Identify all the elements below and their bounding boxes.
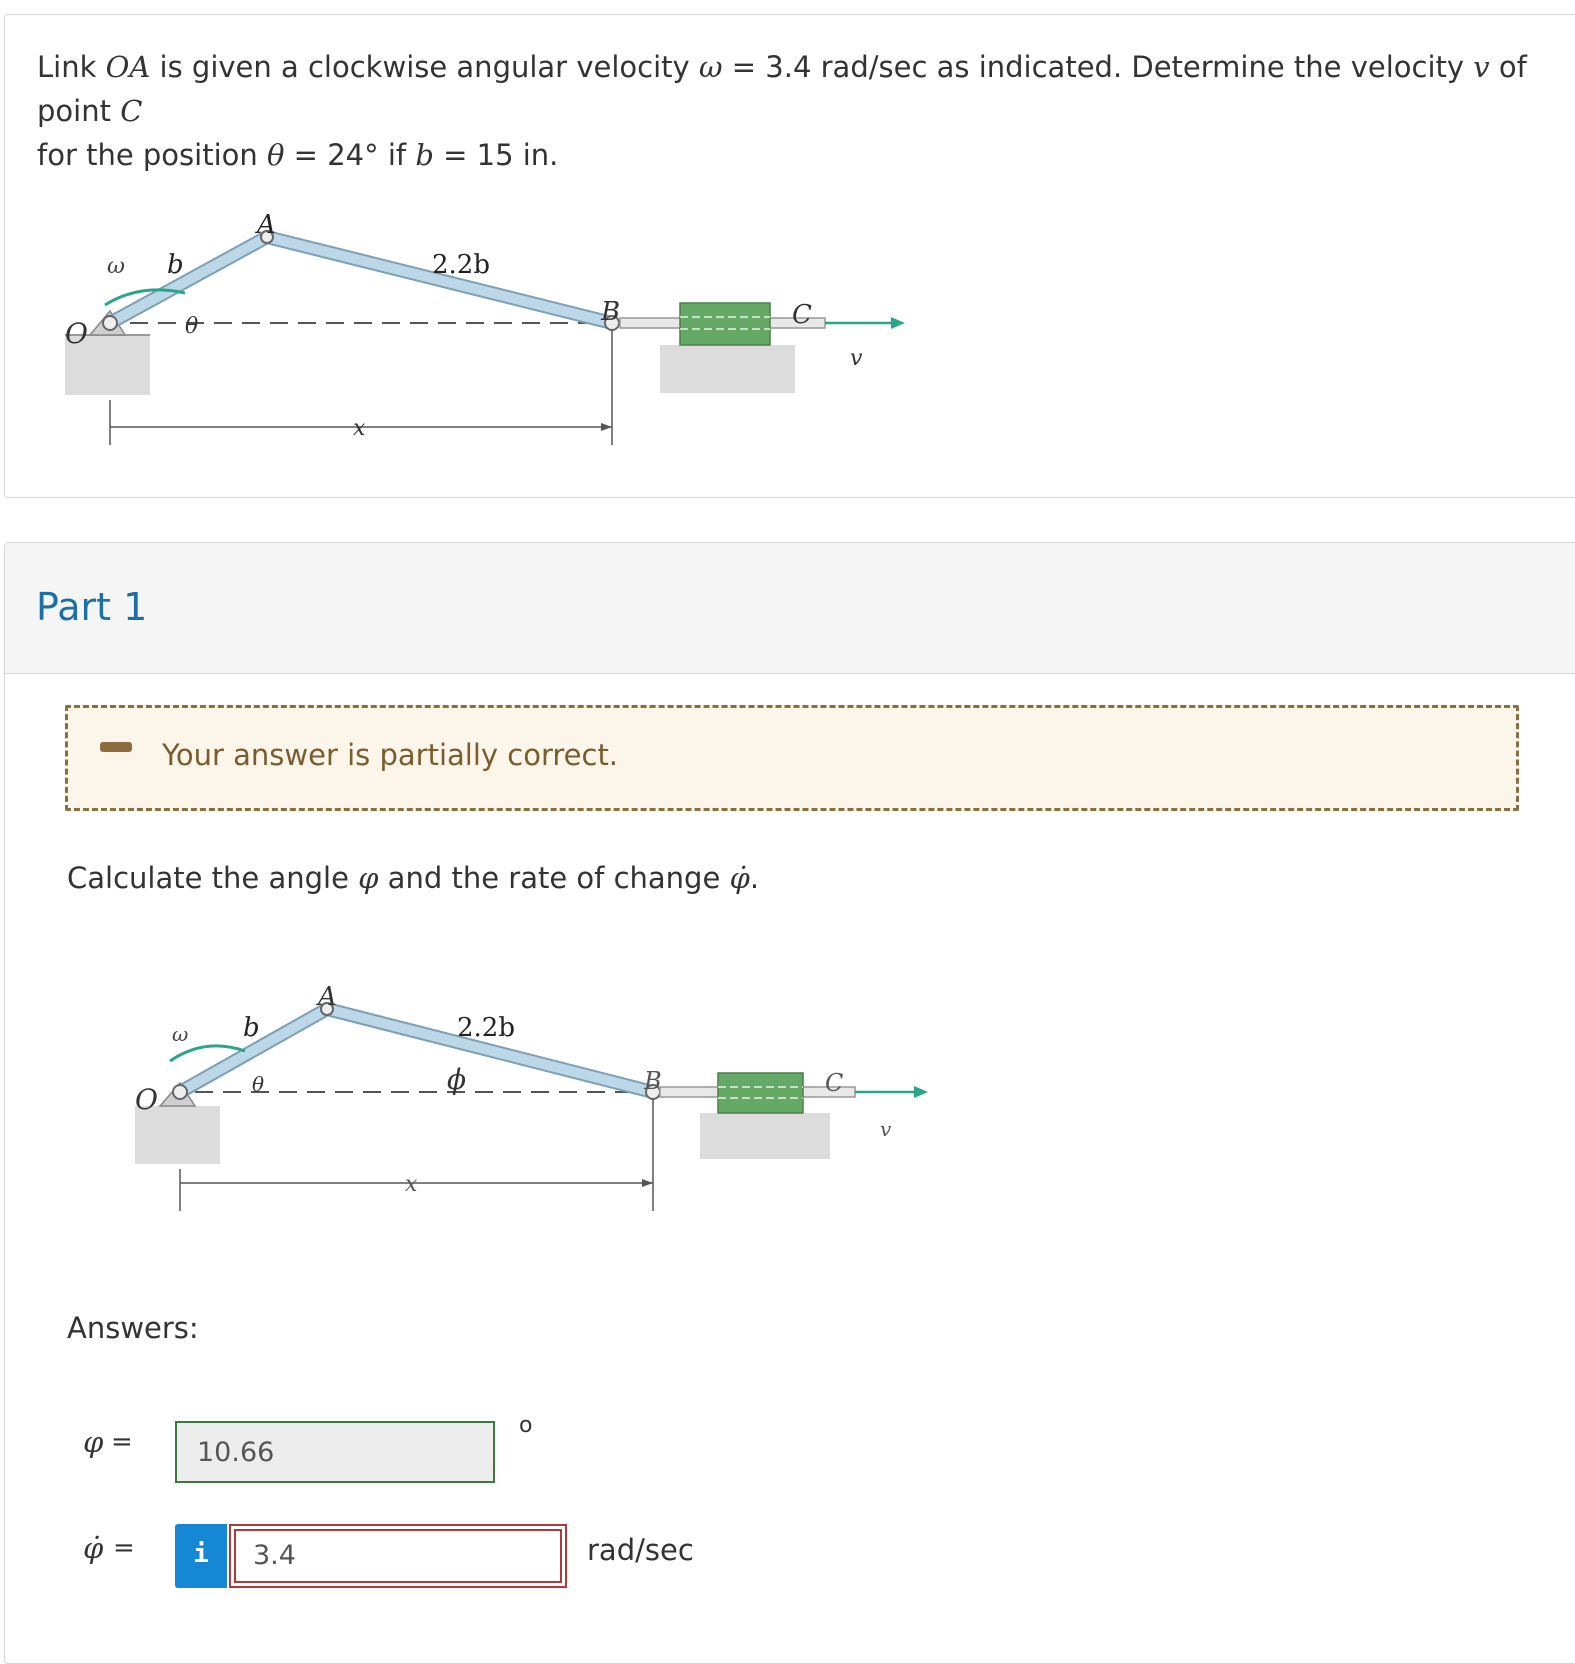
joint-o <box>103 316 117 330</box>
label-v: v <box>850 346 863 371</box>
answers-label: Answers: <box>67 1311 199 1345</box>
label-2-2b: 2.2b <box>432 250 490 280</box>
label-o: O <box>65 317 88 350</box>
label-o-2: O <box>135 1083 158 1116</box>
label-theta: θ <box>185 314 199 339</box>
partial-icon <box>100 742 132 752</box>
label-x: x <box>353 416 366 441</box>
phidot-answer-input[interactable] <box>229 1524 567 1588</box>
label-b-2: b <box>243 1013 260 1043</box>
label-v-2: v <box>880 1117 892 1141</box>
ground-right-2 <box>700 1113 830 1159</box>
feedback-text: Your answer is partially correct. <box>162 738 619 772</box>
part-header <box>5 543 1575 674</box>
label-b-point-2: B <box>644 1067 662 1095</box>
label-a-2: A <box>318 982 337 1012</box>
label-omega: ω <box>107 254 125 279</box>
label-b-point: B <box>601 297 621 327</box>
phidot-equals: = <box>113 1533 135 1563</box>
subquestion-text: Calculate the angle φ and the rate of change φ̇. <box>67 861 760 895</box>
label-phi: ϕ <box>447 1063 467 1096</box>
label-theta-2: θ <box>252 1072 265 1096</box>
label-2-2b-2: 2.2b <box>457 1013 515 1043</box>
info-button[interactable]: i <box>175 1524 227 1588</box>
phidot-symbol: φ̇ <box>83 1531 104 1565</box>
label-a: A <box>257 210 276 240</box>
label-x-2: x <box>405 1172 418 1197</box>
part-card <box>4 542 1575 1664</box>
phi-symbol: φ <box>83 1425 104 1459</box>
degree-unit: o <box>519 1413 533 1438</box>
label-c-2: C <box>825 1069 844 1097</box>
label-omega-2: ω <box>172 1022 189 1046</box>
phi-answer-input[interactable] <box>175 1421 495 1483</box>
link-oa <box>110 237 267 323</box>
ground-right <box>660 345 795 393</box>
linkage-figure-phi <box>100 951 1000 1241</box>
feedback-box <box>65 705 1519 811</box>
label-b: b <box>167 250 184 280</box>
question-text: Link OA is given a clockwise angular velocity ω = 3.4 rad/sec as indicated. Determine the velocity v of point C for the position θ = 24° if b = 15 in. <box>37 50 1527 172</box>
question-card <box>4 14 1575 498</box>
phi-equals: = <box>111 1427 133 1457</box>
phidot-answer-value: 3.4 <box>253 1540 296 1571</box>
rad-sec-unit: rad/sec <box>587 1533 694 1567</box>
slider-block <box>680 303 770 345</box>
label-c: C <box>792 300 812 330</box>
phi-answer-value: 10.66 <box>197 1437 275 1468</box>
linkage-figure <box>35 195 935 465</box>
joint-o-2 <box>173 1085 187 1099</box>
part-title: Part 1 <box>36 585 148 629</box>
slider-block-2 <box>718 1073 803 1113</box>
